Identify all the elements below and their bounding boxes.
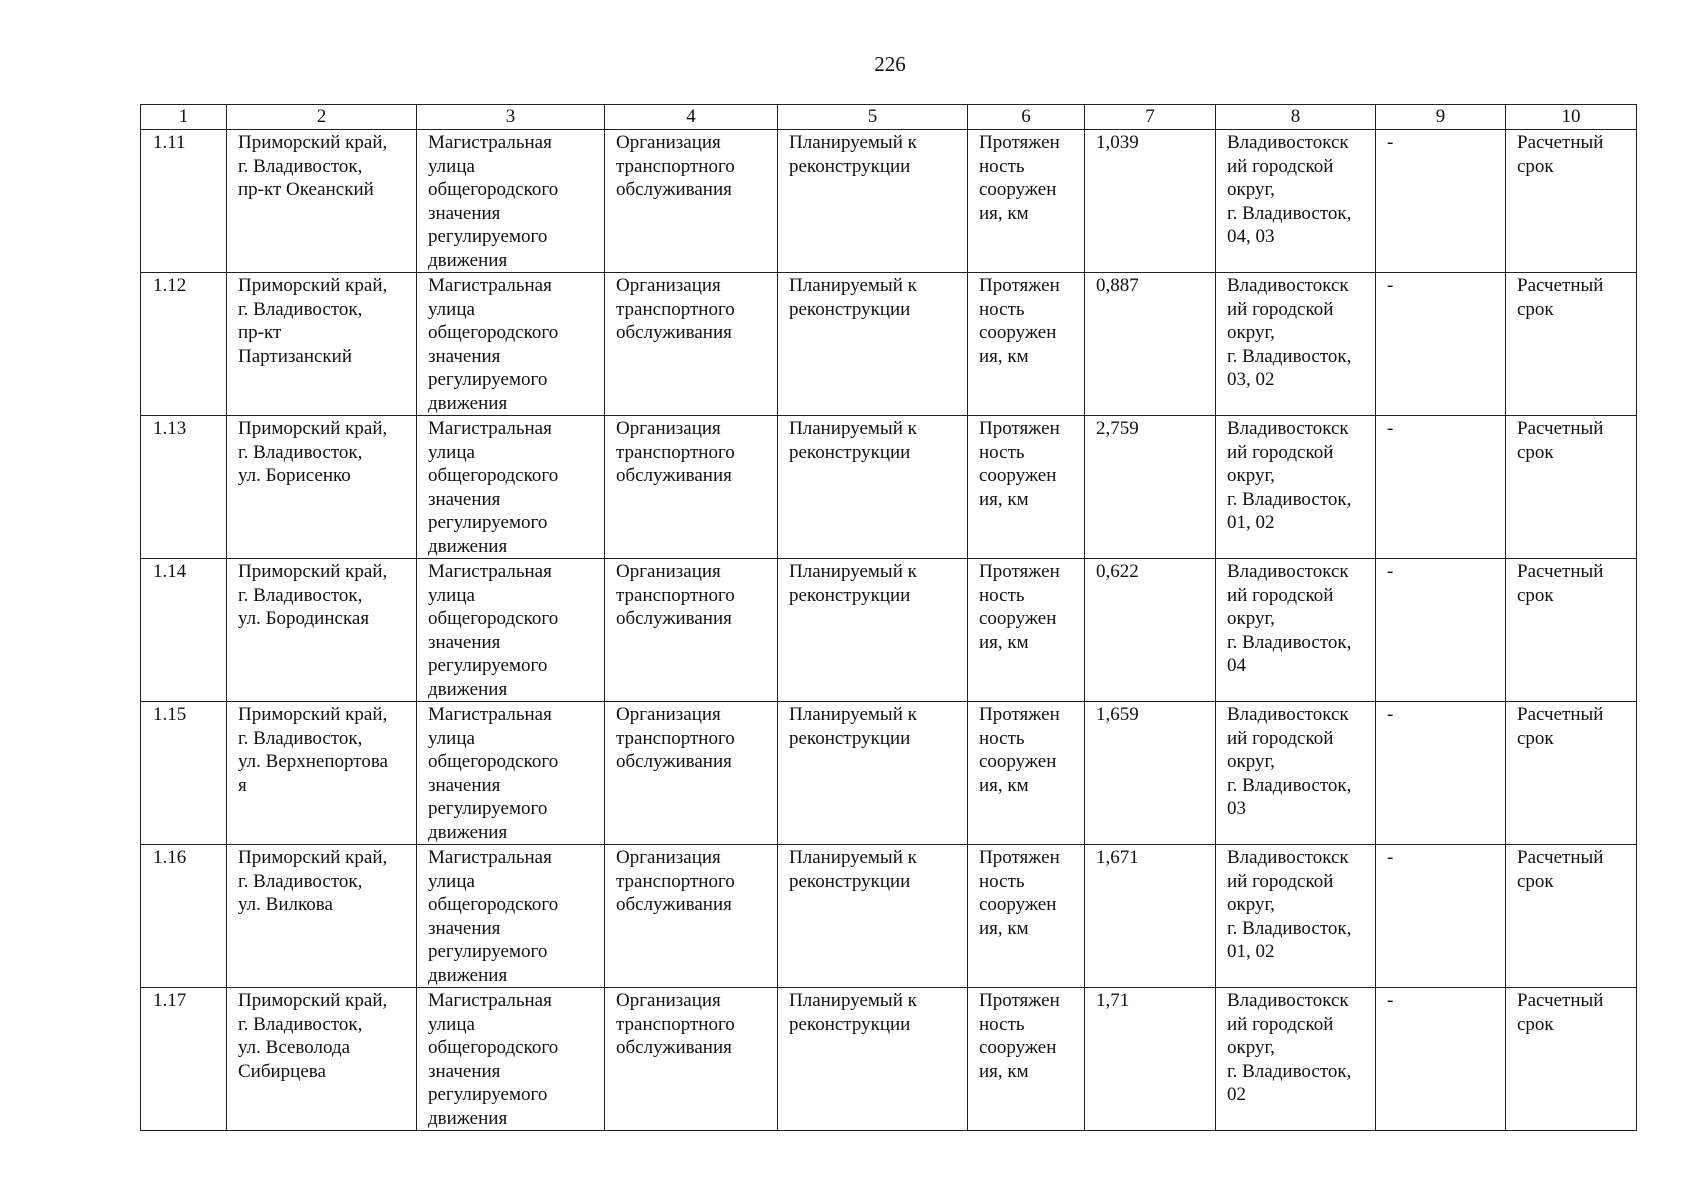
column-header-10: 10 [1506,105,1637,130]
object-type-cell: Магистральная улица общегородского значения регулируемого движения [417,702,605,845]
zone-cell: Владивостокск ий городской округ, г. Владивосток, 03 [1216,702,1376,845]
value-cell: 1,659 [1085,702,1216,845]
status-cell: Планируемый к реконструкции [778,559,968,702]
column-header-1: 1 [141,105,227,130]
extra-cell: - [1376,416,1506,559]
purpose-cell: Организация транспортного обслуживания [605,988,778,1131]
object-type-cell: Магистральная улица общегородского значения регулируемого движения [417,845,605,988]
location-cell: Приморский край, г. Владивосток, ул. Верхнепортова я [227,702,417,845]
status-cell: Планируемый к реконструкции [778,273,968,416]
column-header-3: 3 [417,105,605,130]
column-number-header-row [141,105,1637,130]
zone-cell: Владивостокск ий городской округ, г. Владивосток, 01, 02 [1216,845,1376,988]
table-row [141,845,1637,988]
value-cell: 1,671 [1085,845,1216,988]
location-cell: Приморский край, г. Владивосток, ул. Вилкова [227,845,417,988]
document-table [140,104,1637,1131]
value-cell: 2,759 [1085,416,1216,559]
zone-cell: Владивостокск ий городской округ, г. Владивосток, 01, 02 [1216,416,1376,559]
value-cell: 0,622 [1085,559,1216,702]
characteristic-cell: Протяжен ность сооружен ия, км [968,845,1085,988]
object-type-cell: Магистральная улица общегородского значения регулируемого движения [417,273,605,416]
extra-cell: - [1376,702,1506,845]
column-header-6: 6 [968,105,1085,130]
object-type-cell: Магистральная улица общегородского значения регулируемого движения [417,130,605,273]
extra-cell: - [1376,845,1506,988]
location-cell: Приморский край, г. Владивосток, пр-кт Партизанский [227,273,417,416]
characteristic-cell: Протяжен ность сооружен ия, км [968,130,1085,273]
term-cell: Расчетный срок [1506,130,1637,273]
page-number: 226 [874,52,906,76]
extra-cell: - [1376,559,1506,702]
row-number-cell: 1.14 [141,559,227,702]
object-type-cell: Магистральная улица общегородского значения регулируемого движения [417,416,605,559]
characteristic-cell: Протяжен ность сооружен ия, км [968,702,1085,845]
status-cell: Планируемый к реконструкции [778,702,968,845]
location-cell: Приморский край, г. Владивосток, ул. Борисенко [227,416,417,559]
zone-cell: Владивостокск ий городской округ, г. Владивосток, 04 [1216,559,1376,702]
purpose-cell: Организация транспортного обслуживания [605,702,778,845]
row-number-cell: 1.13 [141,416,227,559]
term-cell: Расчетный срок [1506,273,1637,416]
column-header-4: 4 [605,105,778,130]
object-type-cell: Магистральная улица общегородского значения регулируемого движения [417,988,605,1131]
column-header-8: 8 [1216,105,1376,130]
table-row [141,416,1637,559]
value-cell: 0,887 [1085,273,1216,416]
characteristic-cell: Протяжен ность сооружен ия, км [968,988,1085,1131]
status-cell: Планируемый к реконструкции [778,416,968,559]
row-number-cell: 1.11 [141,130,227,273]
term-cell: Расчетный срок [1506,559,1637,702]
purpose-cell: Организация транспортного обслуживания [605,559,778,702]
table-row [141,273,1637,416]
row-number-cell: 1.15 [141,702,227,845]
location-cell: Приморский край, г. Владивосток, ул. Бородинская [227,559,417,702]
zone-cell: Владивостокск ий городской округ, г. Владивосток, 02 [1216,988,1376,1131]
characteristic-cell: Протяжен ность сооружен ия, км [968,273,1085,416]
table-row [141,559,1637,702]
column-header-5: 5 [778,105,968,130]
term-cell: Расчетный срок [1506,988,1637,1131]
zone-cell: Владивостокск ий городской округ, г. Владивосток, 03, 02 [1216,273,1376,416]
purpose-cell: Организация транспортного обслуживания [605,845,778,988]
term-cell: Расчетный срок [1506,845,1637,988]
characteristic-cell: Протяжен ность сооружен ия, км [968,416,1085,559]
purpose-cell: Организация транспортного обслуживания [605,273,778,416]
purpose-cell: Организация транспортного обслуживания [605,416,778,559]
table-row [141,702,1637,845]
zone-cell: Владивостокск ий городской округ, г. Владивосток, 04, 03 [1216,130,1376,273]
characteristic-cell: Протяжен ность сооружен ия, км [968,559,1085,702]
extra-cell: - [1376,988,1506,1131]
object-type-cell: Магистральная улица общегородского значения регулируемого движения [417,559,605,702]
status-cell: Планируемый к реконструкции [778,130,968,273]
purpose-cell: Организация транспортного обслуживания [605,130,778,273]
column-header-2: 2 [227,105,417,130]
column-header-7: 7 [1085,105,1216,130]
status-cell: Планируемый к реконструкции [778,988,968,1131]
term-cell: Расчетный срок [1506,416,1637,559]
status-cell: Планируемый к реконструкции [778,845,968,988]
row-number-cell: 1.16 [141,845,227,988]
term-cell: Расчетный срок [1506,702,1637,845]
location-cell: Приморский край, г. Владивосток, ул. Всеволода Сибирцева [227,988,417,1131]
column-header-9: 9 [1376,105,1506,130]
row-number-cell: 1.17 [141,988,227,1131]
table-row [141,988,1637,1131]
row-number-cell: 1.12 [141,273,227,416]
extra-cell: - [1376,130,1506,273]
value-cell: 1,039 [1085,130,1216,273]
location-cell: Приморский край, г. Владивосток, пр-кт Океанский [227,130,417,273]
value-cell: 1,71 [1085,988,1216,1131]
table-row [141,130,1637,273]
extra-cell: - [1376,273,1506,416]
